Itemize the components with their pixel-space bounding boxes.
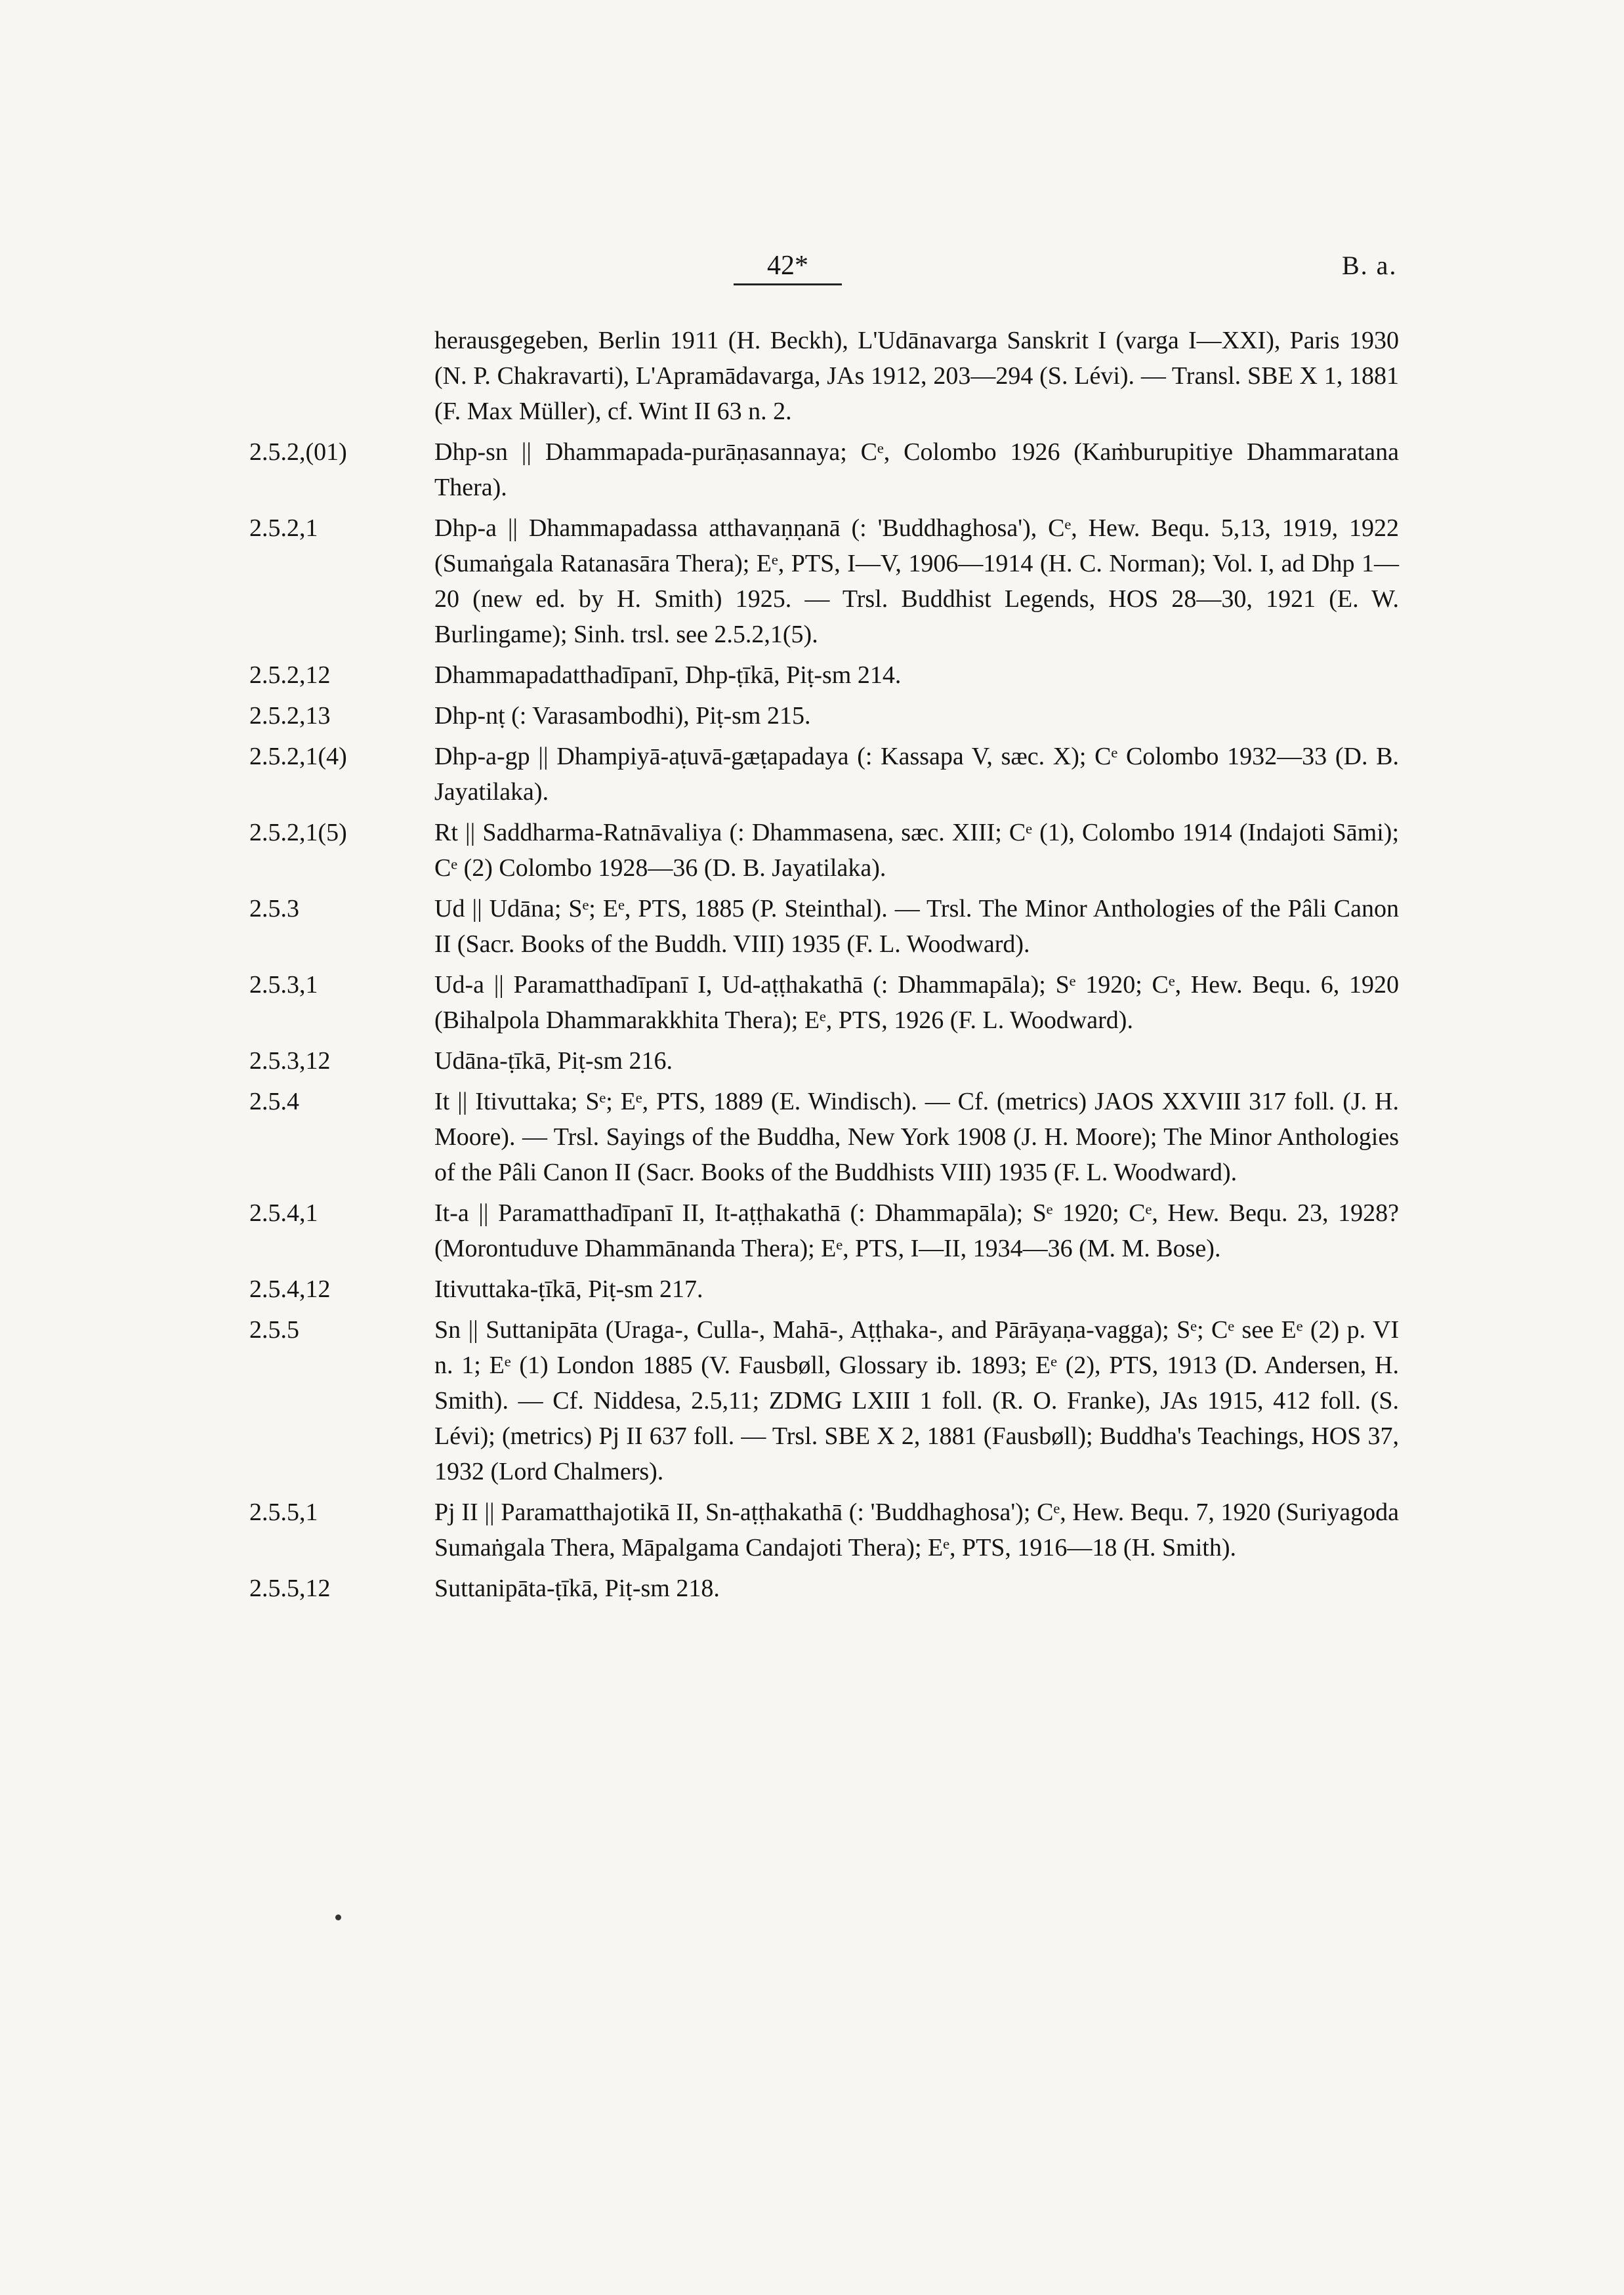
- entry-text: It-a || Paramatthadīpanī II, It-aṭṭhakathā (: Dhammapāla); Sᵉ 1920; Cᵉ, Hew. Bequ. 23, 1928? (Morontuduve Dhammānanda Thera); Eᵉ, PTS, I—II, 1934—36 (M. M. Bose).: [434, 1199, 1399, 1262]
- entry-number: 2.5.5,12: [249, 1575, 331, 1602]
- entry: [249, 815, 1399, 886]
- entry-number: 2.5.2,(01): [249, 438, 347, 466]
- entry-number: 2.5.5,1: [249, 1499, 318, 1526]
- entry-text: Dhammapadatthadīpanī, Dhp-ṭīkā, Piṭ-sm 214.: [434, 661, 902, 689]
- entry: [249, 891, 1399, 962]
- entry-text: Dhp-a-gp || Dhampiyā-aṭuvā-gæṭapadaya (: Kassapa V, sæc. X); Cᵉ Colombo 1932—33 (D. B. Jayatilaka).: [434, 743, 1399, 806]
- entry: [249, 1043, 1399, 1079]
- entry: [249, 510, 1399, 652]
- entry-number: 2.5.3: [249, 895, 299, 922]
- section-mark: B. a.: [1342, 251, 1398, 280]
- entry: [249, 698, 1399, 734]
- entry-number: 2.5.2,1: [249, 514, 318, 542]
- entry: [249, 1195, 1399, 1266]
- entry-number: 2.5.4: [249, 1088, 299, 1115]
- entry: [249, 967, 1399, 1038]
- entry-number: 2.5.3,1: [249, 971, 318, 999]
- entry-text: Ud || Udāna; Sᵉ; Eᵉ, PTS, 1885 (P. Steinthal). — Trsl. The Minor Anthologies of the Pâli Canon II (Sacr. Books of the Buddh. VIII) 1935 (F. L. Woodward).: [434, 895, 1399, 958]
- entry-number: 2.5.4,12: [249, 1275, 331, 1303]
- entry-number: 2.5.4,1: [249, 1199, 318, 1227]
- page-number: 42*: [734, 249, 842, 285]
- entry-number: 2.5.2,1(5): [249, 819, 347, 846]
- entry-text: Itivuttaka-ṭīkā, Piṭ-sm 217.: [434, 1275, 703, 1303]
- entry: [249, 1571, 1399, 1606]
- entry-number: 2.5.2,13: [249, 702, 331, 730]
- entry-text: Dhp-nṭ (: Varasambodhi), Piṭ-sm 215.: [434, 702, 811, 730]
- entry: [249, 657, 1399, 693]
- entry-continuation: [249, 323, 1399, 429]
- entry: [249, 1312, 1399, 1489]
- entry-number: 2.5.2,1(4): [249, 743, 347, 770]
- entry-text: Dhp-sn || Dhammapada-purāṇasannaya; Cᵉ, Colombo 1926 (Kaṁburupitiye Dhammaratana Thera).: [434, 438, 1399, 501]
- stray-dot-mark: [335, 1914, 341, 1920]
- entry-text: Pj II || Paramatthajotikā II, Sn-aṭṭhakathā (: 'Buddhaghosa'); Cᵉ, Hew. Bequ. 7, 1920 (Suriyagoda Sumaṅgala Thera, Māpalgama Candajoti Thera); Eᵉ, PTS, 1916—18 (H. Smith).: [434, 1499, 1399, 1561]
- entry-text: herausgegeben, Berlin 1911 (H. Beckh), L'Udānavarga Sanskrit I (varga I—XXI), Paris 1930 (N. P. Chakravarti), L'Apramādavarga, JAs 1912, 203—294 (S. Lévi). — Transl. SBE X 1, 1881 (F. Max Müller), cf. Wint II 63 n. 2.: [434, 327, 1399, 425]
- entry-text: Udāna-ṭīkā, Piṭ-sm 216.: [434, 1047, 673, 1075]
- entry: [249, 739, 1399, 810]
- entry-number: 2.5.3,12: [249, 1047, 331, 1075]
- entry: [249, 1272, 1399, 1307]
- bibliography-entries: [249, 323, 1399, 1611]
- entry: [249, 1084, 1399, 1190]
- entry-text: Ud-a || Paramatthadīpanī I, Ud-aṭṭhakathā (: Dhammapāla); Sᵉ 1920; Cᵉ, Hew. Bequ. 6, 1920 (Bihalpola Dhammarakkhita Thera); Eᵉ, PTS, 1926 (F. L. Woodward).: [434, 971, 1399, 1034]
- entry-text: Dhp-a || Dhammapadassa atthavaṇṇanā (: 'Buddhaghosa'), Cᵉ, Hew. Bequ. 5,13, 1919, 1922 (Sumaṅgala Ratanasāra Thera); Eᵉ, PTS, I—V, 1906—1914 (H. C. Norman); Vol. I, ad Dhp 1—20 (new ed. by H. Smith) 1925. — Trsl. Buddhist Legends, HOS 28—30, 1921 (E. W. Burlingame); Sinh. trsl. see 2.5.2,1(5).: [434, 514, 1399, 648]
- entry: [249, 434, 1399, 505]
- entry-text: It || Itivuttaka; Sᵉ; Eᵉ, PTS, 1889 (E. Windisch). — Cf. (metrics) JAOS XXVIII 317 foll. (J. H. Moore). — Trsl. Sayings of the Buddha, New York 1908 (J. H. Moore); The Minor Anthologies of the Pâli Canon II (Sacr. Books of the Buddhists VIII) 1935 (F. L. Woodward).: [434, 1088, 1399, 1186]
- entry-text: Rt || Saddharma-Ratnāvaliya (: Dhammasena, sæc. XIII; Cᵉ (1), Colombo 1914 (Indajoti Sāmi); Cᵉ (2) Colombo 1928—36 (D. B. Jayatilaka).: [434, 819, 1399, 882]
- entry: [249, 1495, 1399, 1565]
- entry-number: 2.5.5: [249, 1316, 299, 1344]
- entry-text: Sn || Suttanipāta (Uraga-, Culla-, Mahā-, Aṭṭhaka-, and Pārāyaṇa-vagga); Sᵉ; Cᵉ see Eᵉ (2) p. VI n. 1; Eᵉ (1) London 1885 (V. Fausbøll, Glossary ib. 1893; Eᵉ (2), PTS, 1913 (D. Andersen, H. Smith). — Cf. Niddesa, 2.5,11; ZDMG LXIII 1 foll. (R. O. Franke), JAs 1915, 412 foll. (S. Lévi); (metrics) Pj II 637 foll. — Trsl. SBE X 2, 1881 (Fausbøll); Buddha's Teachings, HOS 37, 1932 (Lord Chalmers).: [434, 1316, 1399, 1485]
- entry-number: 2.5.2,12: [249, 661, 331, 689]
- entry-text: Suttanipāta-ṭīkā, Piṭ-sm 218.: [434, 1575, 720, 1602]
